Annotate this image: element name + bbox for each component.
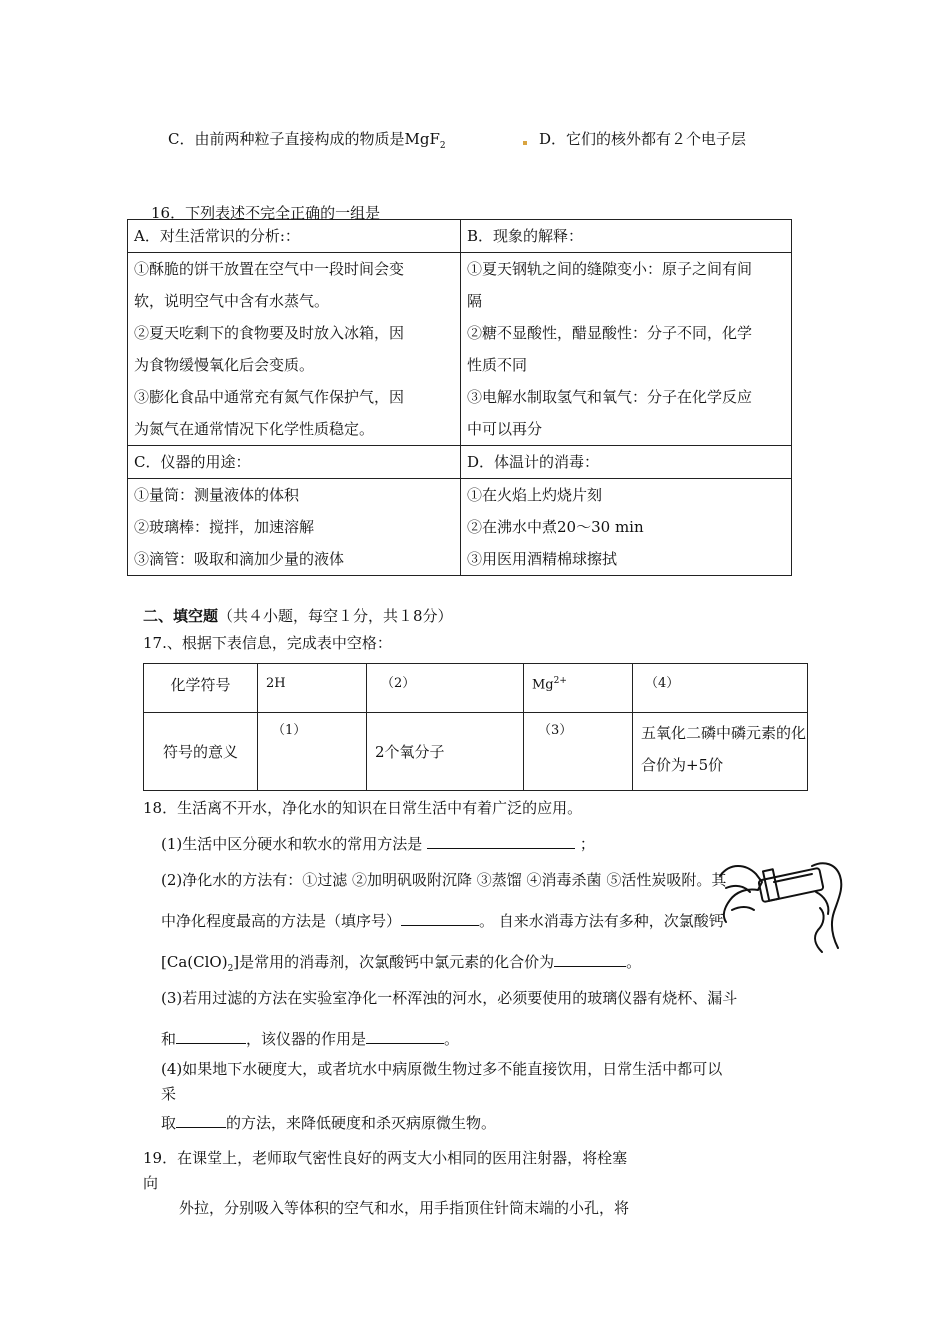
q17-blank-2: （2）: [367, 664, 524, 713]
q17-row1-label: 化学符号: [144, 664, 258, 713]
q17-row2-label: 符号的意义: [144, 713, 258, 791]
q18-part2-line2: 中净化程度最高的方法是（填序号） 。 自来水消毒方法有多种，次氯酸钙: [161, 912, 724, 930]
answer-blank[interactable]: [427, 834, 575, 849]
q18-part2-line1: (2)净化水的方法有：①过滤 ②加明矾吸附沉降 ③蒸馏 ④消毒杀菌 ⑤活性炭吸附。其: [161, 871, 727, 889]
q16-c-line: ①量筒：测量液体的体积: [134, 486, 300, 504]
q17-cell-mg: $Mg^{2+}$: [524, 664, 633, 713]
q16-b-line: ①夏天钢轨之间的缝隙变小：原子之间有间: [467, 260, 753, 278]
q16-a-line: 为氮气在通常情况下化学性质稳定。: [134, 420, 375, 438]
q19-line3: 外拉，分别吸入等体积的空气和水，用手指顶住针筒末端的小孔，将: [179, 1199, 630, 1217]
answer-blank[interactable]: [176, 1113, 226, 1128]
answer-blank[interactable]: [554, 952, 626, 967]
q16-c-line: ②玻璃棒：搅拌，加速溶解: [134, 518, 315, 536]
q16-c-body: [128, 479, 461, 576]
q18-part3-line2: 和 ，该仪器的作用是 。: [161, 1030, 460, 1048]
q16-c-line: ③滴管：吸取和滴加少量的液体: [134, 550, 345, 568]
q17-blank-1: （1）: [258, 713, 367, 791]
q16-d-line: ③用医用酒精棉球擦拭: [467, 550, 618, 568]
q17-cell-2h: 2H: [258, 664, 367, 713]
answer-blank[interactable]: [401, 911, 479, 926]
q16-table: [127, 219, 792, 576]
q18-part4-line2: 采: [161, 1085, 177, 1103]
q17-stem: 17.、根据下表信息，完成表中空格：: [143, 634, 392, 652]
q19-line2: 向: [143, 1174, 159, 1192]
q18-part4-line1: (4)如果地下水硬度大，或者坑水中病原微生物过多不能直接饮用，日常生活中都可以: [161, 1060, 723, 1078]
q16-b-line: 中可以再分: [467, 420, 543, 438]
section-2-title: 二、填空题: [143, 607, 219, 625]
q16-stem: 16．下列表述不完全正确的一组是: [151, 204, 381, 222]
q19-line1: 19．在课堂上，老师取气密性良好的两支大小相同的医用注射器，将栓塞: [143, 1149, 628, 1167]
q16-d-body: [461, 479, 792, 576]
q16-b-body: [461, 253, 792, 446]
q17-blank-3: （3）: [524, 713, 633, 791]
q18-part1: (1)生活中区分硬水和软水的常用方法是 ；: [161, 835, 595, 853]
q15-option-c: C．由前两种粒子直接构成的物质是MgF$_2$: [168, 130, 446, 151]
q16-b-line: 性质不同: [467, 356, 528, 374]
q17-cell-o2: 2个氧分子: [367, 713, 524, 791]
q16-d-head: D．体温计的消毒：: [461, 446, 792, 479]
q18-part2-line3: $[Ca(ClO)_2]$是常用的消毒剂，次氯酸钙中氯元素的化合价为 。: [161, 953, 642, 974]
answer-blank[interactable]: [176, 1029, 246, 1044]
q16-a-body: [128, 253, 461, 446]
q16-a-line: 软，说明空气中含有水蒸气。: [134, 292, 330, 310]
q18-part4-line3: 取 的方法，来降低硬度和杀灭病原微生物。: [161, 1114, 497, 1132]
q16-a-line: 为食物缓慢氧化后会变质。: [134, 356, 315, 374]
q16-a-head: A．对生活常识的分析:：: [128, 220, 461, 253]
q15-option-d: D．它们的核外都有２个电子层: [539, 130, 747, 148]
q16-d-line: ①在火焰上灼烧片刻: [467, 486, 603, 504]
q17-table: [143, 663, 808, 791]
q16-b-line: 隔: [467, 292, 483, 310]
q17-p-line: 合价为+5价: [641, 756, 724, 774]
q16-d-line: ②在沸水中煮20～30 min: [467, 518, 644, 536]
q16-a-line: ③膨化食品中通常充有氮气作保护气，因: [134, 388, 405, 406]
q16-a-line: ①酥脆的饼干放置在空气中一段时间会变: [134, 260, 405, 278]
q16-b-head: B．现象的解释：: [461, 220, 792, 253]
q18-part3-line1: (3)若用过滤的方法在实验室净化一杯浑浊的河水，必须要使用的玻璃仪器有烧杯、漏斗: [161, 989, 738, 1007]
answer-blank[interactable]: [366, 1029, 444, 1044]
q18-stem: 18．生活离不开水，净化水的知识在日常生活中有着广泛的应用。: [143, 799, 583, 817]
q16-a-line: ②夏天吃剩下的食物要及时放入冰箱，因: [134, 324, 405, 342]
q16-b-line: ③电解水制取氢气和氧气：分子在化学反应: [467, 388, 753, 406]
q17-p-line: 五氧化二磷中磷元素的化: [641, 724, 807, 742]
q17-blank-4: （4）: [633, 664, 808, 713]
section-2-note: （共４小题，每空１分，共１8分）: [218, 607, 453, 625]
decorative-dot: [523, 141, 527, 145]
q16-b-line: ②糖不显酸性，醋显酸性：分子不同，化学: [467, 324, 753, 342]
q16-c-head: C．仪器的用途：: [128, 446, 461, 479]
q17-cell-p2o5: [633, 713, 808, 791]
section-2-heading: [143, 605, 453, 626]
syringe-hands-illustration: [712, 848, 848, 958]
